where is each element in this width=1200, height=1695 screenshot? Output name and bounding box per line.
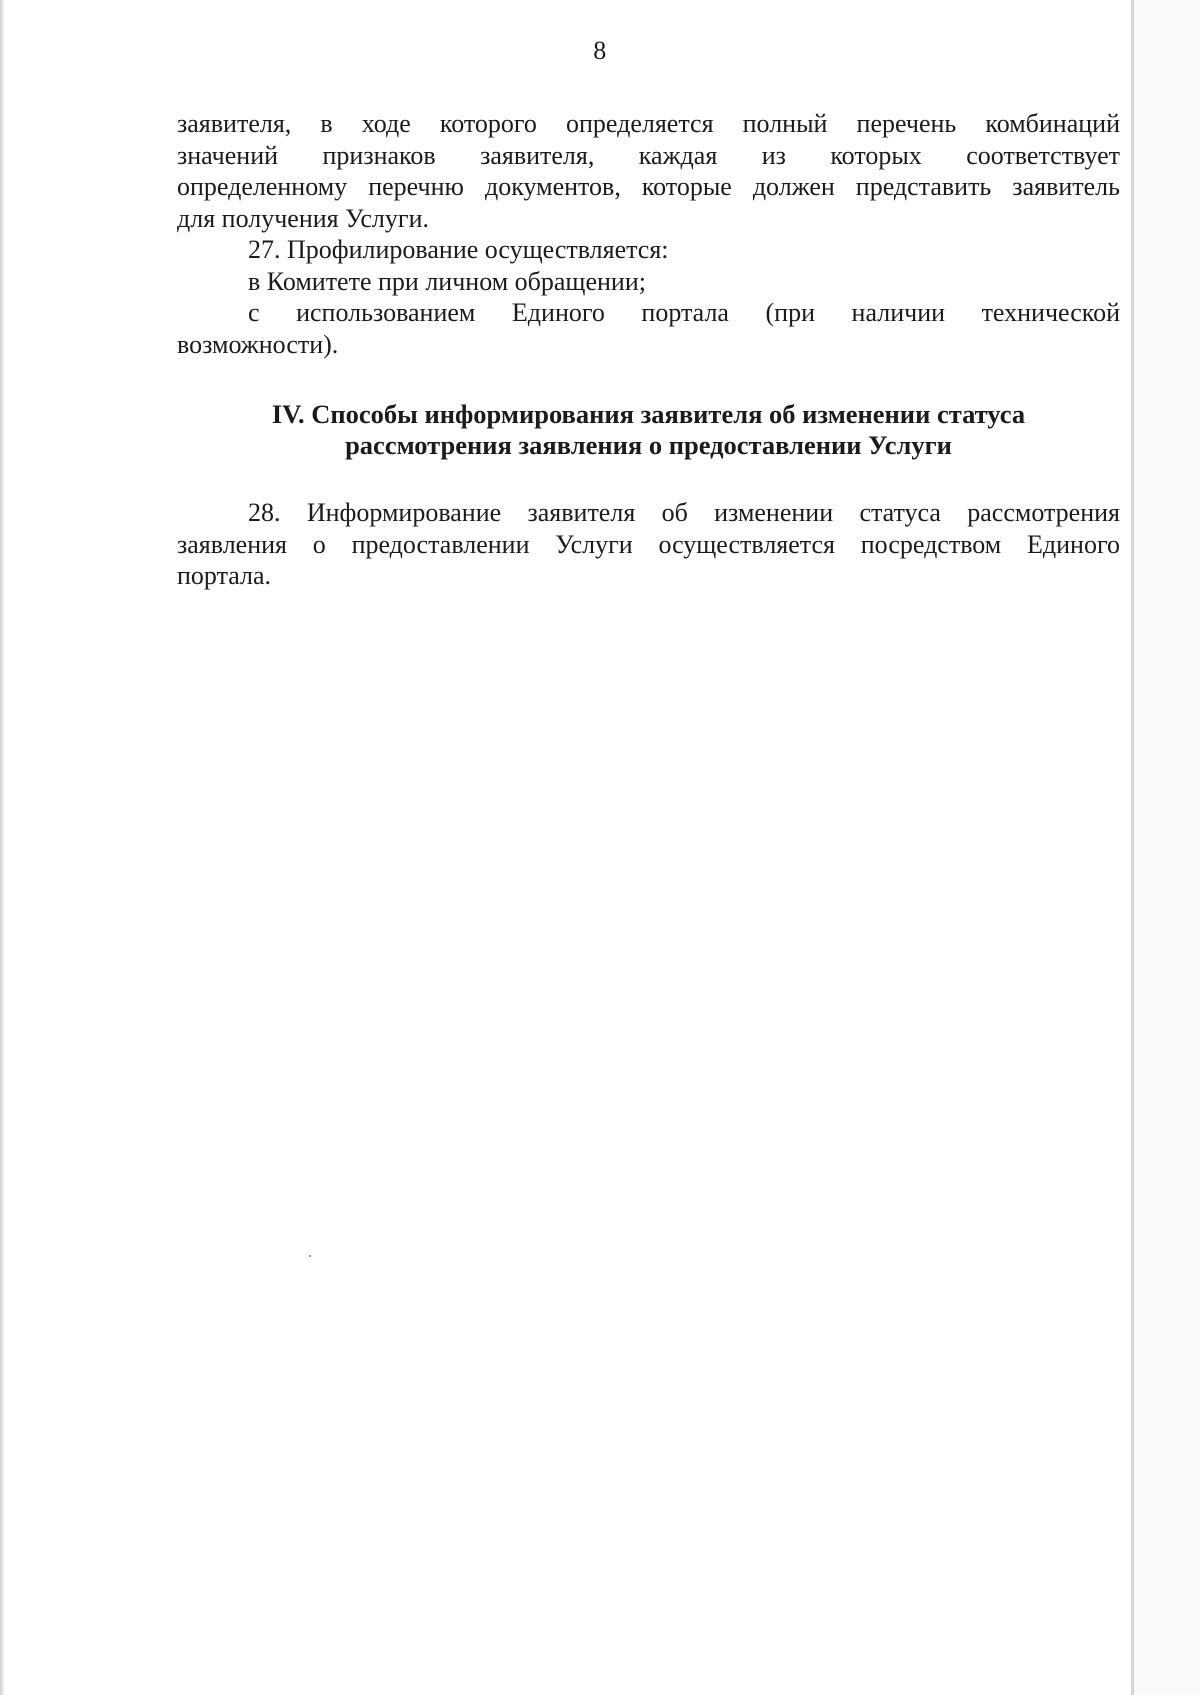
continuation-paragraph bbox=[177, 108, 1120, 234]
text-line: значений признаков заявителя, каждая из которых соответствует bbox=[177, 140, 1120, 170]
text-line: портала. bbox=[177, 561, 272, 590]
clause-27-item-2: с использованием Единого портала (при наличии технической bbox=[248, 298, 1120, 327]
text-line: заявления о предоставлении Услуги осуществляется посредством Единого bbox=[177, 529, 1120, 559]
clause-27-item-1: в Комитете при личном обращении; bbox=[248, 266, 646, 296]
section-heading-line: рассмотрения заявления о предоставлении Услуги bbox=[345, 430, 952, 460]
scan-edge-right bbox=[1131, 0, 1134, 1695]
clause-27-item-2-cont: возможности). bbox=[177, 329, 339, 359]
text-line: определенному перечню документов, которые должен представить заявитель bbox=[177, 172, 1120, 201]
clause-28 bbox=[177, 497, 1120, 592]
page-number: 8 bbox=[593, 36, 607, 65]
text-line: заявителя, в ходе которого определяется полный перечень комбинаций bbox=[177, 109, 1120, 138]
text-line: для получения Услуги. bbox=[177, 203, 429, 233]
clause-27 bbox=[177, 234, 1120, 360]
clause-27-intro: 27. Профилирование осуществляется: bbox=[248, 235, 669, 264]
scan-margin-right bbox=[1134, 0, 1200, 1695]
scan-edge-left bbox=[0, 0, 4, 1695]
section-heading bbox=[177, 399, 1120, 461]
scan-speck bbox=[309, 1255, 311, 1257]
text-line: 28. Информирование заявителя об изменении статуса рассмотрения bbox=[248, 498, 1120, 527]
section-heading-line: IV. Способы информирования заявителя об изменении статуса bbox=[271, 399, 1026, 429]
